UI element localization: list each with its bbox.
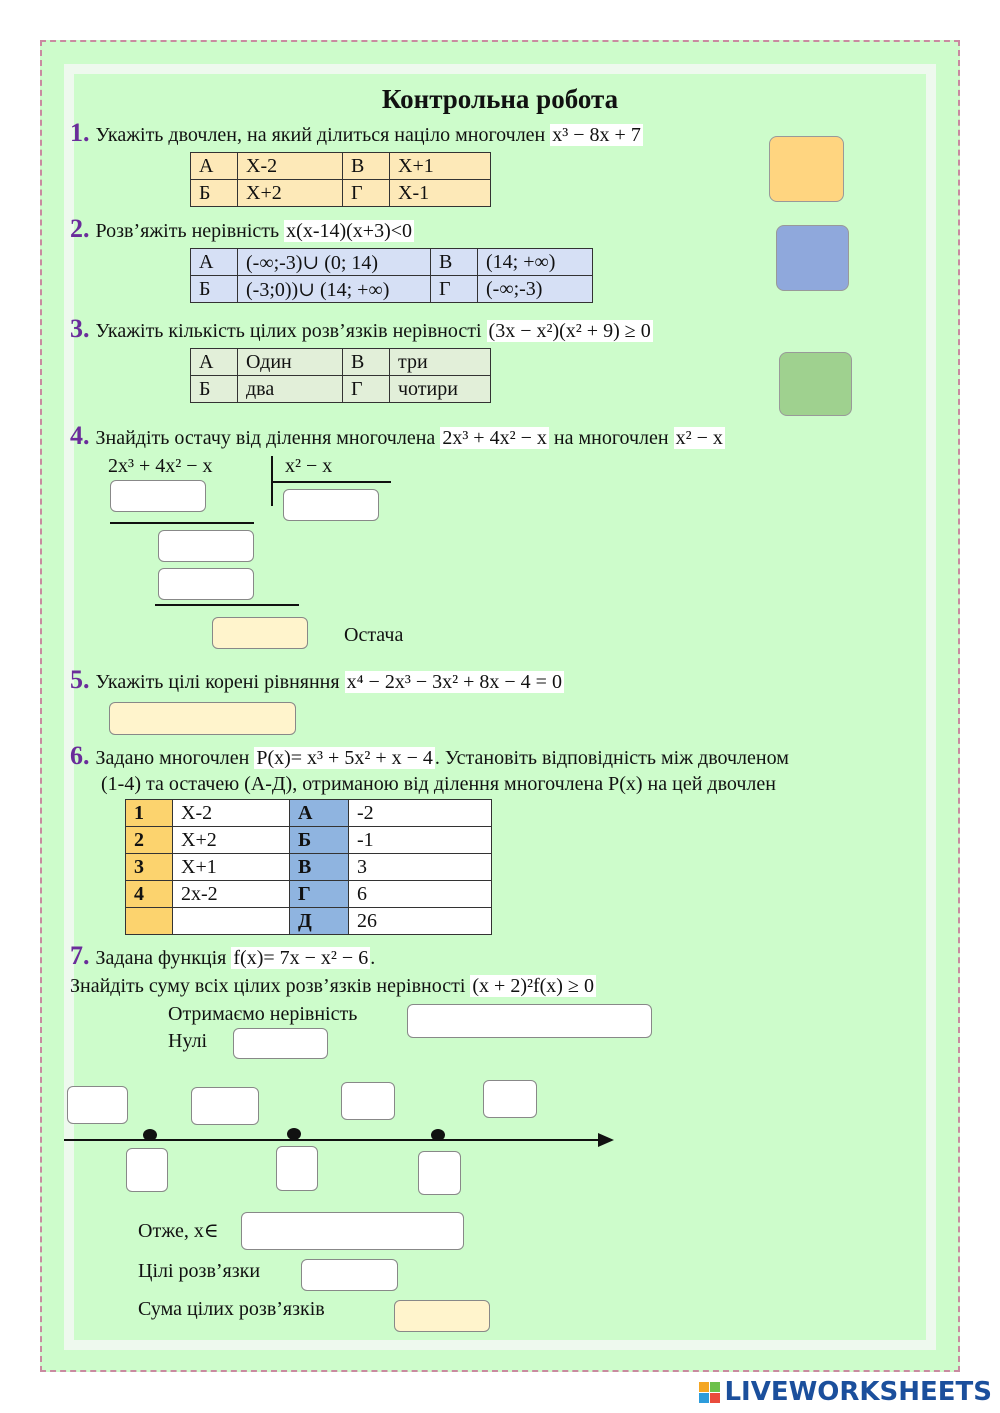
answer-options-table: А X-2 В X+1 Б X+2 Г X-1 (190, 152, 491, 207)
question-number: 2. (70, 214, 90, 243)
question-number: 5. (70, 665, 90, 694)
sign-input[interactable] (191, 1087, 259, 1125)
question-text: Укажіть кількість цілих розв’язків нерівності (95, 320, 487, 342)
question-math: (3x − x²)(x² + 9) ≥ 0 (488, 320, 651, 342)
subtraction-line (155, 604, 299, 606)
therefore-label: Отже, x∈ (138, 1220, 219, 1242)
point-input[interactable] (276, 1146, 318, 1191)
arrow-right-icon (598, 1132, 614, 1148)
liveworksheets-logo: LIVEWORKSHEETS (699, 1377, 992, 1407)
question-3 (70, 314, 653, 344)
sum-label: Сума цілих розв’язків (138, 1298, 325, 1320)
question-text: Укажіть двочлен, на який ділиться націло многочлен (95, 124, 551, 146)
page-title: Контрольна робота (381, 84, 619, 114)
sign-input[interactable] (341, 1082, 395, 1120)
question-math: x³ − 8x + 7 (552, 124, 641, 146)
quotient-input[interactable] (283, 489, 379, 521)
question-number: 1. (70, 118, 90, 147)
point-input[interactable] (126, 1148, 168, 1192)
remainder-input[interactable] (212, 617, 308, 649)
question-number: 3. (70, 314, 90, 343)
question-2 (70, 214, 414, 244)
number-line-point (431, 1129, 445, 1141)
question-math: x(x-14)(x+3)<0 (286, 220, 413, 242)
question-number: 4. (70, 421, 90, 450)
logo-icon (699, 1382, 720, 1403)
question-math: x⁴ − 2x³ − 3x² + 8x − 4 = 0 (346, 671, 562, 693)
question-math: x² − x (675, 427, 723, 449)
division-line (271, 481, 391, 483)
question-7-line2: Знайдіть суму всіх цілих розв’язків нерівності (x + 2)²f(x) ≥ 0 (70, 975, 594, 997)
solution-set-input[interactable] (241, 1212, 464, 1250)
question-1 (70, 118, 643, 148)
sign-input[interactable] (483, 1080, 537, 1118)
zeros-label: Нулі (168, 1030, 208, 1052)
question-6 (70, 741, 789, 771)
question-text: . (370, 947, 376, 969)
question-5 (70, 665, 564, 695)
integer-solutions-label: Цілі розв’язки (138, 1260, 261, 1282)
question-math: f(x)= 7x − x² − 6 (233, 947, 369, 969)
number-line-point (143, 1129, 157, 1141)
question-6-line2: (1-4) та остачею (А-Д), отриманою від ділення многочлена P(x) на цей двочлен (101, 773, 776, 795)
inequality-input[interactable] (407, 1004, 652, 1038)
question-text: на многочлен (548, 427, 674, 449)
sign-input[interactable] (67, 1086, 128, 1124)
answer-input[interactable] (158, 568, 254, 600)
number-line-point (287, 1128, 301, 1140)
question-text: . Установіть відповідність між двочленом (434, 747, 789, 769)
answer-input[interactable] (110, 480, 206, 512)
answer-options-table: А Один В три Б два Г чотири (190, 348, 491, 403)
answer-drop-box[interactable] (779, 352, 852, 416)
roots-input[interactable] (109, 702, 296, 735)
question-text: Задано многочлен (95, 747, 255, 769)
question-4 (70, 421, 725, 451)
question-math: 2x³ + 4x² − x (442, 427, 547, 449)
subtraction-line (110, 522, 254, 524)
divisor: x² − x (285, 455, 333, 477)
dividend: 2x³ + 4x² − x (108, 455, 213, 477)
question-text: Укажіть цілі корені рівняння (95, 671, 345, 693)
matching-table: 1 X-2 А -2 2 X+2 Б -1 3 X+1 В 3 4 2x-2 Г 6 Д 26 (125, 799, 492, 935)
question-number: 7. (70, 941, 90, 970)
question-text: Задана функція (95, 947, 232, 969)
answer-input[interactable] (158, 530, 254, 562)
zeros-input[interactable] (233, 1028, 328, 1059)
answer-drop-box[interactable] (776, 225, 849, 291)
point-input[interactable] (418, 1151, 461, 1195)
question-math: (x + 2)²f(x) ≥ 0 (472, 975, 594, 997)
sum-input[interactable] (394, 1300, 490, 1332)
inequality-label: Отримаємо нерівність (168, 1003, 358, 1025)
answer-drop-box[interactable] (769, 136, 844, 202)
remainder-label: Остача (344, 624, 404, 646)
answer-options-table: А (-∞;-3)∪ (0; 14) В (14; +∞) Б (-3;0))∪ (14; +∞) Г (-∞;-3) (190, 248, 593, 303)
question-7 (70, 941, 375, 971)
integer-solutions-input[interactable] (301, 1259, 398, 1291)
question-text: Знайдіть остачу від ділення многочлена (95, 427, 441, 449)
question-number: 6. (70, 741, 90, 770)
question-text: Розв’яжіть нерівність (95, 220, 285, 242)
question-math: P(x)= x³ + 5x² + x − 4 (256, 747, 433, 769)
